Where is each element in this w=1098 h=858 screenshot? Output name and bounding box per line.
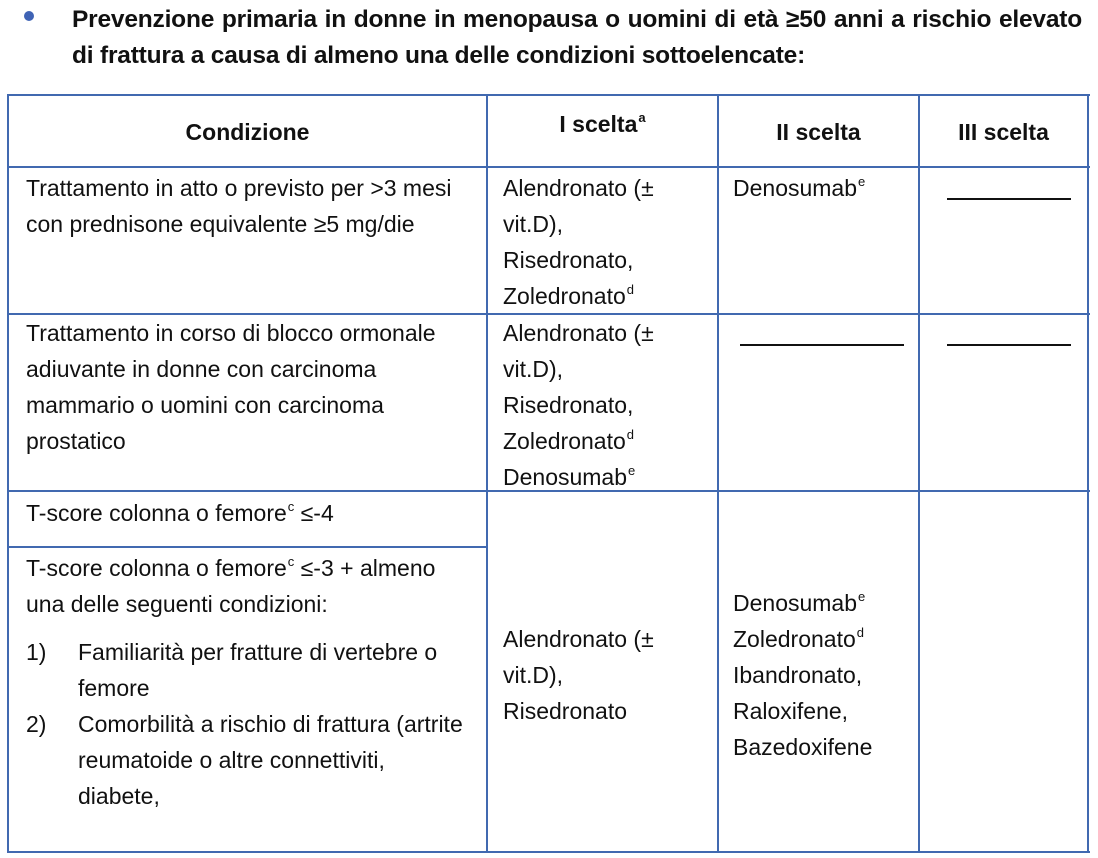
drug: Zoledronato (503, 428, 626, 454)
row4-condizione (26, 550, 466, 814)
footnote-d: d (626, 282, 634, 297)
drug: Alendronato (± (503, 626, 654, 652)
merged-ii-scelta (733, 585, 913, 765)
section-heading (0, 0, 1098, 90)
condition-text: T-score colonna o femore (26, 500, 287, 526)
header-ii-scelta (719, 114, 918, 150)
drug: vit.D), (503, 211, 564, 237)
header-condizione-label: Condizione (185, 119, 310, 145)
header-divider (8, 166, 1090, 168)
footnote-c: c (287, 554, 295, 569)
list-item (26, 706, 466, 814)
drug: Alendronato (± (503, 320, 654, 346)
list-item (26, 634, 466, 706)
footnote-d: d (626, 427, 634, 442)
table-border-right (1087, 94, 1089, 853)
row-divider-condition (8, 546, 487, 548)
header-i-scelta (488, 106, 717, 142)
table-border-bottom (8, 851, 1090, 853)
drug: Alendronato (± (503, 175, 654, 201)
list-text: Familiarità per fratture di vertebre o femore (78, 639, 438, 701)
header-iii-scelta-label: III scelta (958, 119, 1049, 145)
header-iii-scelta (920, 114, 1087, 150)
header-i-scelta-label: I scelta (559, 111, 638, 137)
drug: Zoledronato (733, 626, 856, 652)
header-condizione (9, 114, 486, 150)
drug: Denosumab (503, 464, 628, 490)
condition-text: T-score colonna o femore (26, 555, 287, 581)
drug: Risedronato (503, 698, 628, 724)
drug: Risedronato, (503, 247, 634, 273)
drug: Bazedoxifene (733, 734, 873, 760)
row2-iii-scelta-blank (947, 344, 1071, 346)
column-divider (918, 94, 920, 853)
column-divider (486, 94, 488, 853)
row1-ii-scelta (733, 170, 913, 206)
list-text: Comorbilità a rischio di frattura (artrite reumatoide o altre connettiviti, diabete, (78, 711, 463, 809)
footnote-c: c (287, 499, 295, 514)
column-divider (717, 94, 719, 853)
drug: Denosumab (733, 175, 858, 201)
merged-i-scelta (503, 621, 713, 729)
row2-condizione: Trattamento in corso di blocco ormonale adiuvante in donne con carcinoma mammario o uomini con carcinoma prostatico (26, 320, 436, 454)
drug: Zoledronato (503, 283, 626, 309)
drug: Risedronato, (503, 392, 634, 418)
drug: vit.D), (503, 662, 564, 688)
row1-i-scelta (503, 170, 713, 314)
drug: Denosumab (733, 590, 858, 616)
footnote-d: d (856, 625, 864, 640)
row2-ii-scelta-blank (740, 344, 904, 346)
header-ii-scelta-label: II scelta (776, 119, 861, 145)
row3-condizione (26, 495, 482, 531)
footnote-e: e (628, 463, 636, 478)
footnote-e: e (858, 589, 866, 604)
footnote-a: a (638, 110, 646, 125)
table-border-left (7, 94, 9, 853)
drug: Ibandronato, (733, 662, 863, 688)
drug: Raloxifene, (733, 698, 849, 724)
list-number: 2) (26, 711, 47, 737)
condition-threshold: ≤-4 (294, 500, 334, 526)
row2-i-scelta (503, 315, 713, 495)
bullet-icon (24, 11, 34, 21)
row1-iii-scelta-blank (947, 198, 1071, 200)
heading-text: Prevenzione primaria in donne in menopausa o uomini di età ≥50 anni a rischio elevato di frattura a causa di almeno una delle condizioni sottoelencate: (72, 6, 1082, 69)
drug: vit.D), (503, 356, 564, 382)
condition-threshold: ≤-3 + almeno una delle seguenti condizioni: (26, 555, 436, 617)
footnote-e: e (858, 174, 866, 189)
row1-condizione: Trattamento in atto o previsto per >3 mesi con prednisone equivalente ≥5 mg/die (26, 175, 452, 237)
table-border-top (8, 94, 1090, 96)
list-number: 1) (26, 639, 47, 665)
